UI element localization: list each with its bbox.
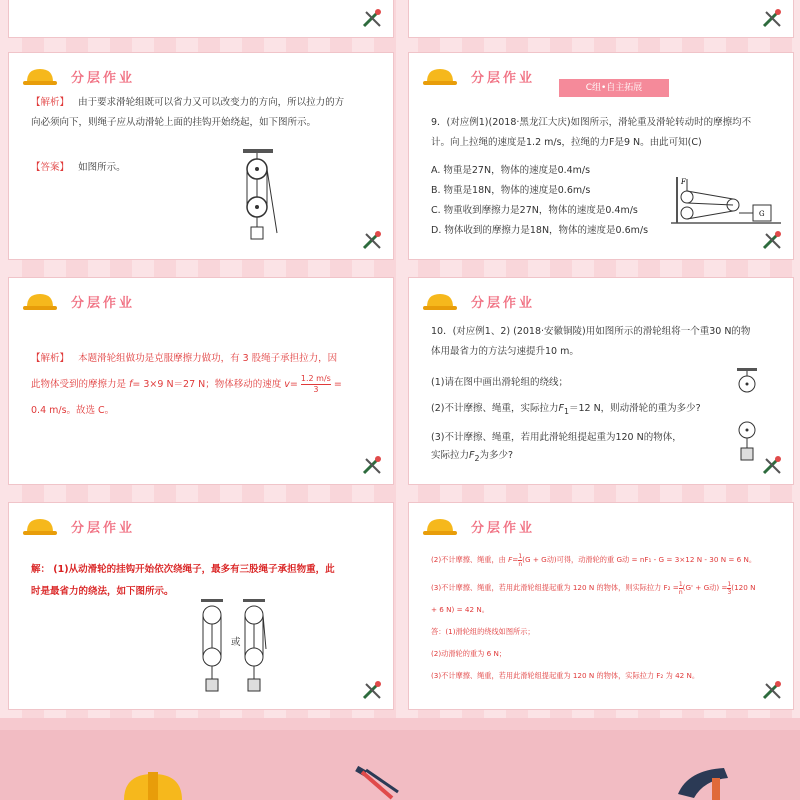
- question-text: 9．(对应例1)(2018·黑龙江大庆)如图所示，滑轮重及滑轮转动时的摩擦均不 计。向上拉绳的速度是1.2 m/s，拉绳的力F是9 N。由此可知(C): [431, 117, 752, 148]
- header-title: 分层作业: [71, 71, 136, 86]
- tools-icon: [361, 7, 383, 29]
- header-title: 分层作业: [471, 521, 536, 536]
- option-b: B. 物重是18N，物体的速度是0.6m/s: [431, 185, 591, 196]
- hardhat-icon: [23, 517, 57, 535]
- force-label: F: [681, 178, 686, 186]
- slide-4: [408, 52, 794, 260]
- hardhat-icon: [423, 292, 457, 310]
- hardhat-icon: [23, 292, 57, 310]
- tools-icon: [761, 679, 783, 701]
- hardhat-icon: [118, 770, 188, 800]
- header-title: 分层作业: [471, 296, 536, 311]
- tools-icon: [361, 679, 383, 701]
- header-title: 分层作业: [71, 521, 136, 536]
- hardhat-icon: [423, 67, 457, 85]
- sub-questions: (1)请在图中画出滑轮组的绕线； (2)不计摩擦、绳重，实际拉力$F_1=12$ N，则动滑轮的重为多少? (3)不计摩擦、绳重，若用此滑轮组提起重为120 N的物体， 实际拉力$F_2$为多少?: [431, 377, 701, 463]
- pulley-diagram-b: [241, 599, 267, 695]
- tools-icon: [361, 229, 383, 251]
- weight-label: G: [759, 210, 765, 218]
- pulley-diagram: [237, 149, 281, 245]
- analysis-text: 【解析】 由于要求滑轮组既可以省力又可以改变力的方向，所以拉力的方 向必须向下，则绳子应从动滑轮上面的挂钩开始绕起，如下图所示。: [31, 97, 345, 128]
- group-banner: C组•自主拓展: [559, 79, 669, 97]
- or-label: 或: [231, 637, 241, 648]
- header-title: 分层作业: [471, 71, 536, 86]
- option-c: C. 物重收到摩擦力是27N，物体的速度是0.4m/s: [431, 205, 638, 216]
- answer-text: 【答案】 如图所示。: [31, 162, 126, 173]
- velocity-fraction: $\frac{1.2 m/s}{3}$: [300, 374, 331, 394]
- pulley-diagram-a: [199, 599, 225, 695]
- option-a: A. 物重是27N，物体的速度是0.4m/s: [431, 165, 591, 176]
- question-text: 10．(对应例1、2) (2018·安徽铜陵)用如图所示的滑轮组将一个重30 N的物 体用最省力的方法匀速提升10 m。: [431, 326, 751, 357]
- slide-8: [408, 502, 794, 710]
- hardhat-icon: [423, 517, 457, 535]
- horizontal-pulley-diagram: [671, 177, 781, 229]
- hammer-icon: [668, 764, 738, 800]
- tools-icon: [761, 454, 783, 476]
- analysis-text: 【解析】 本题滑轮组做功是克服摩擦力做功，有 3 股绳子承担拉力，因 此物体受到的摩擦力是 f= 3×9 N＝27 N；物体移动的速度 v= $\frac{1.2 m/s}{3}$ = 0.4 m/s。故选 C。: [31, 353, 342, 416]
- slide-2: [408, 0, 794, 38]
- hardhat-icon: [23, 67, 57, 85]
- header-title: 分层作业: [71, 296, 136, 311]
- solution-text: (2)不计摩擦、绳重，由 F= $\frac{1}{n}$ (G + G动)可得，动滑轮的重 G动 = nF₁ - G = 3×12 N - 30 N = 6 N。 (3)不计摩擦、绳重，若用此滑轮组提起重为 120 N 的物体，则实际拉力 F₂ = $\frac{1}{n}$ (G' + G动) = $\frac{1}{3}$ (120 N + 6 N) = 42 N。 答：(1)滑轮组的绕线如图所示； (2)动滑轮的重为 6 N； (3)不计摩擦、绳重，若用此滑轮组提起重为 120 N 的物体，实际拉力 F₂ 为 42 N。: [431, 552, 757, 680]
- options-list: [431, 161, 681, 241]
- slide-6: [408, 277, 794, 485]
- slide-7: [8, 502, 394, 710]
- option-d: D. 物体收到的摩擦力是18N，物体的速度是0.6m/s: [431, 225, 649, 236]
- tools-icon: [761, 7, 783, 29]
- tools-icon: [761, 229, 783, 251]
- tools-icon: [361, 454, 383, 476]
- slide-1: [8, 0, 394, 38]
- pulley-diagram: [735, 368, 759, 464]
- slide-5: [8, 277, 394, 485]
- slide-3: [8, 52, 394, 260]
- compass-icon: [352, 762, 402, 800]
- solution-text: 解： (1)从动滑轮的挂钩开始依次绕绳子，最多有三股绳子承担物重，此 时是最省力的绕法，如下图所示。: [31, 564, 335, 597]
